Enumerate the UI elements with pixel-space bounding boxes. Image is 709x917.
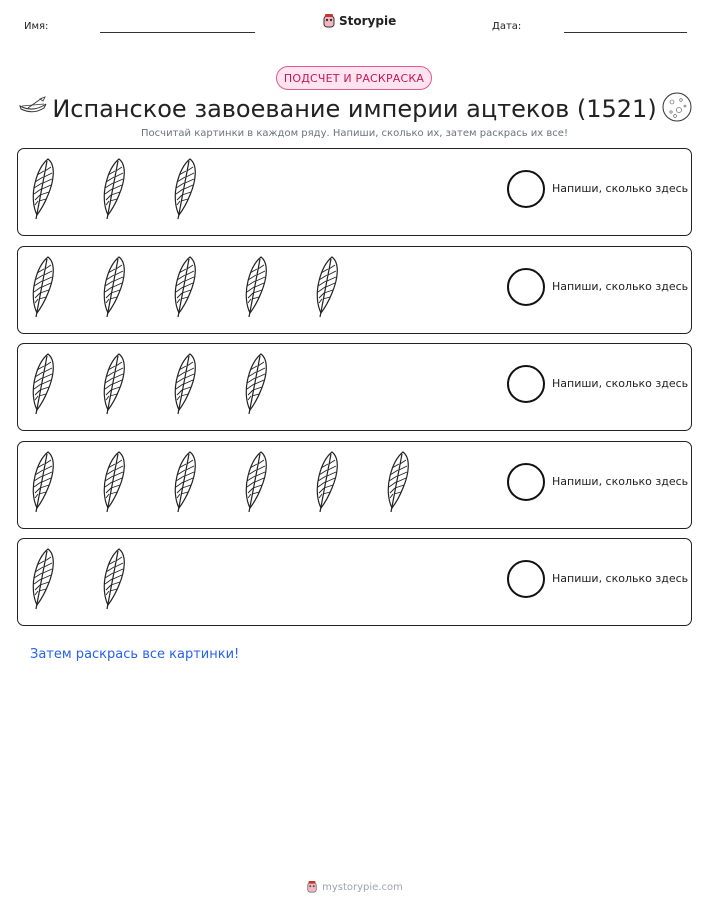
answer-label: Напиши, сколько здесь — [552, 474, 689, 488]
date-label: Дата: — [492, 21, 522, 32]
coloring-instruction: Затем раскрась все картинки! — [30, 647, 240, 662]
date-line[interactable] — [564, 32, 687, 33]
answer-label: Напиши, сколько здесь — [552, 279, 689, 293]
feather-icon[interactable] — [170, 450, 198, 514]
feather-icon[interactable] — [99, 352, 127, 416]
feather-icon[interactable] — [170, 255, 198, 319]
counting-row — [17, 538, 692, 626]
feather-icon[interactable] — [170, 157, 198, 221]
feather-icon[interactable] — [28, 450, 56, 514]
footer-url: mystorypie.com — [322, 881, 403, 893]
counting-row — [17, 441, 692, 529]
answer-label: Напиши, сколько здесь — [552, 377, 689, 390]
feather-icon[interactable] — [28, 157, 56, 221]
answer-circle[interactable] — [507, 365, 545, 403]
feather-icon[interactable] — [28, 255, 56, 319]
feather-icon[interactable] — [170, 352, 198, 416]
counting-row — [17, 246, 692, 334]
answer-label: Напиши, сколько здесь — [552, 572, 689, 585]
feather-icon[interactable] — [99, 450, 127, 514]
feather-icon[interactable] — [99, 255, 127, 319]
category-badge: ПОДСЧЕТ И РАСКРАСКА — [276, 66, 432, 90]
answer-circle[interactable] — [507, 268, 545, 306]
page-title: Испанское завоевание империи ацтеков (1521) — [52, 95, 657, 123]
answer-circle[interactable] — [507, 170, 545, 208]
answer-circle[interactable] — [507, 560, 545, 598]
answer-circle[interactable] — [507, 463, 545, 501]
feather-icon[interactable] — [241, 450, 269, 514]
feather-icon[interactable] — [312, 255, 340, 319]
feather-icon[interactable] — [99, 547, 127, 611]
name-label: Имя: — [24, 21, 49, 32]
storypie-logo — [322, 13, 396, 29]
feather-icon[interactable] — [99, 157, 127, 221]
instructions: Посчитай картинки в каждом ряду. Напиши, сколько их, затем раскрась их все! — [141, 128, 568, 139]
name-line[interactable] — [100, 32, 255, 33]
feather-icon[interactable] — [241, 255, 269, 319]
feather-icon[interactable] — [28, 547, 56, 611]
storypie-mascot-icon — [306, 880, 318, 894]
feather-icon[interactable] — [383, 450, 411, 514]
page-footer — [0, 880, 709, 894]
counting-row — [17, 343, 692, 431]
feather-icon[interactable] — [312, 450, 340, 514]
feather-icon[interactable] — [28, 352, 56, 416]
counting-row — [17, 148, 692, 236]
storypie-mascot-icon — [322, 13, 336, 29]
worksheet-header — [0, 0, 709, 50]
moon-icon — [661, 91, 693, 123]
brand-name: Storypie — [339, 14, 397, 28]
answer-label: Напиши, сколько здесь — [552, 182, 689, 195]
feather-icon[interactable] — [241, 352, 269, 416]
